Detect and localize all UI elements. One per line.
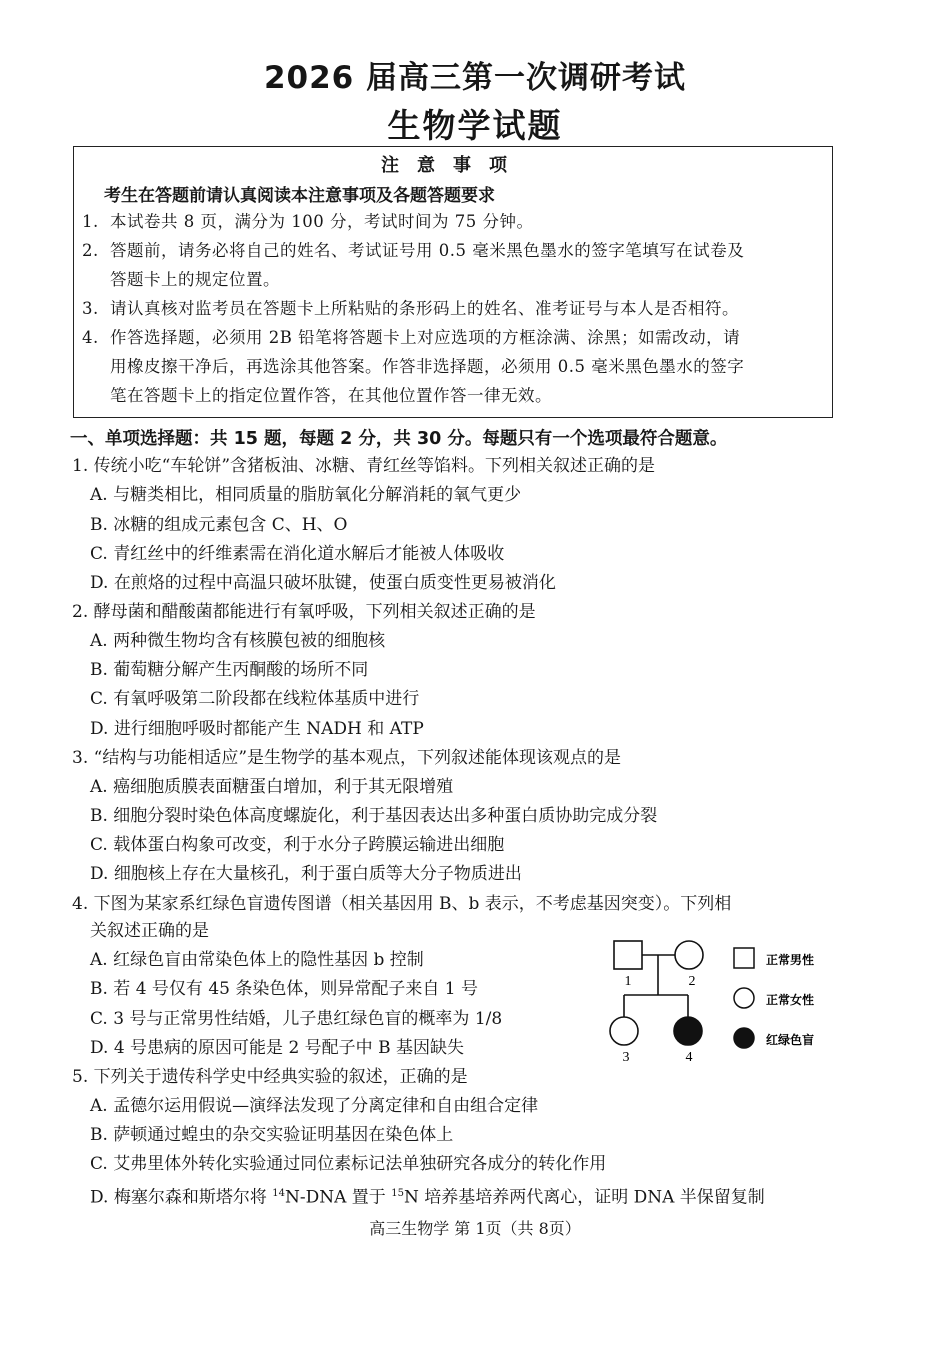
pedigree-label-1: 1 — [624, 974, 632, 989]
option: B. 细胞分裂时染色体高度螺旋化，利于基因表达出多种蛋白质协助完成分裂 — [90, 806, 658, 826]
option: B. 葡萄糖分解产生丙酮酸的场所不同 — [90, 660, 369, 680]
notice-box — [73, 146, 833, 418]
option: D. 在煎烙的过程中高温只破坏肽键，使蛋白质变性更易被消化 — [90, 573, 556, 593]
pedigree-diagram — [600, 933, 840, 1073]
notice-heading: 注意事项 — [381, 155, 525, 176]
notice-item: 4. 作答选择题，必须用 2B 铅笔将答题卡上对应选项的方框涂满、涂黑；如需改动，请 用橡皮擦干净后，再选涂其他答案。作答非选择题，必须用 0.5 毫米黑色墨水的签字 笔在答题卡上的指定位置作答，在其他位置作答一律无效。 — [82, 328, 745, 405]
question-stem: 3. “结构与功能相适应”是生物学的基本观点，下列叙述能体现该观点的是 — [72, 748, 622, 768]
notice-subheading: 考生在答题前请认真阅读本注意事项及各题答题要求 — [104, 186, 495, 206]
notice-item: 1. 本试卷共 8 页，满分为 100 分，考试时间为 75 分钟。 — [82, 212, 534, 231]
pedigree-female-2 — [675, 941, 703, 969]
question-stem: 5. 下列关于遗传科学史中经典实验的叙述，正确的是 — [72, 1067, 468, 1087]
pedigree-affected-female-4 — [674, 1017, 702, 1045]
pedigree-female-3 — [610, 1017, 638, 1045]
option: A. 红绿色盲由常染色体上的隐性基因 b 控制 — [90, 950, 424, 970]
option: A. 两种微生物均含有核膜包被的细胞核 — [90, 631, 386, 651]
option: A. 癌细胞质膜表面糖蛋白增加，利于其无限增殖 — [90, 777, 454, 797]
question-stem: 1. 传统小吃“车轮饼”含猪板油、冰糖、青红丝等馅料。下列相关叙述正确的是 — [72, 456, 656, 476]
legend-female-icon — [734, 988, 754, 1008]
notice-item: 3. 请认真核对监考员在答题卡上所粘贴的条形码上的姓名、准考证号与本人是否相符。 — [82, 299, 739, 318]
pedigree-label-3: 3 — [622, 1050, 630, 1065]
option: C. 3 号与正常男性结婚，儿子患红绿色盲的概率为 1/8 — [90, 1009, 503, 1029]
section-title: 一、单项选择题：共 15 题，每题 2 分，共 30 分。每题只有一个选项最符合题意。 — [70, 429, 728, 449]
page-footer: 高三生物学 第 1页（共 8页） — [369, 1219, 581, 1238]
legend-male-label: 正常男性 — [766, 953, 815, 967]
exam-subtitle: 生物学试题 — [387, 106, 563, 145]
legend-affected-icon — [734, 1028, 754, 1048]
option: A. 孟德尔运用假说—演绎法发现了分离定律和自由组合定律 — [90, 1096, 539, 1116]
option: D. 进行细胞呼吸时都能产生 NADH 和 ATP — [90, 719, 424, 739]
option: C. 有氧呼吸第二阶段都在线粒体基质中进行 — [90, 689, 420, 709]
option: A. 与糖类相比，相同质量的脂肪氧化分解消耗的氧气更少 — [90, 485, 522, 505]
option: B. 冰糖的组成元素包含 C、H、O — [90, 515, 348, 535]
option: D. 4 号患病的原因可能是 2 号配子中 B 基因缺失 — [90, 1038, 464, 1058]
pedigree-male-1 — [614, 941, 642, 969]
option: C. 艾弗里体外转化实验通过同位素标记法单独研究各成分的转化作用 — [90, 1154, 607, 1174]
legend-female-label: 正常女性 — [766, 993, 815, 1007]
pedigree-label-2: 2 — [688, 974, 696, 989]
notice-item: 2. 答题前，请务必将自己的姓名、考试证号用 0.5 毫米黑色墨水的签字笔填写在试卷及 答题卡上的规定位置。 — [82, 241, 745, 289]
option: C. 载体蛋白构象可改变，利于水分子跨膜运输进出细胞 — [90, 835, 505, 855]
option: B. 萨顿通过蝗虫的杂交实验证明基因在染色体上 — [90, 1125, 454, 1145]
legend-affected-label: 红绿色盲 — [766, 1033, 815, 1047]
pedigree-label-4: 4 — [685, 1050, 693, 1065]
question-stem-cont: 关叙述正确的是 — [90, 921, 209, 941]
question-stem: 2. 酵母菌和醋酸菌都能进行有氧呼吸，下列相关叙述正确的是 — [72, 602, 536, 622]
exam-title: 2026 届高三第一次调研考试 — [263, 60, 687, 96]
legend-male-icon — [734, 948, 754, 968]
option: B. 若 4 号仅有 45 条染色体，则异常配子来自 1 号 — [90, 979, 478, 999]
option: C. 青红丝中的纤维素需在消化道水解后才能被人体吸收 — [90, 544, 505, 564]
question-stem: 4. 下图为某家系红绿色盲遗传图谱（相关基因用 B、b 表示，不考虑基因突变）。下列相 — [72, 894, 732, 914]
option: D. 细胞核上存在大量核孔，利于蛋白质等大分子物质进出 — [90, 864, 522, 884]
option: D. 梅塞尔森和斯塔尔将 $^{14}$N-DNA 置于 $^{15}$N 培养基培养两代离心，证明 DNA 半保留复制 — [90, 1187, 765, 1208]
